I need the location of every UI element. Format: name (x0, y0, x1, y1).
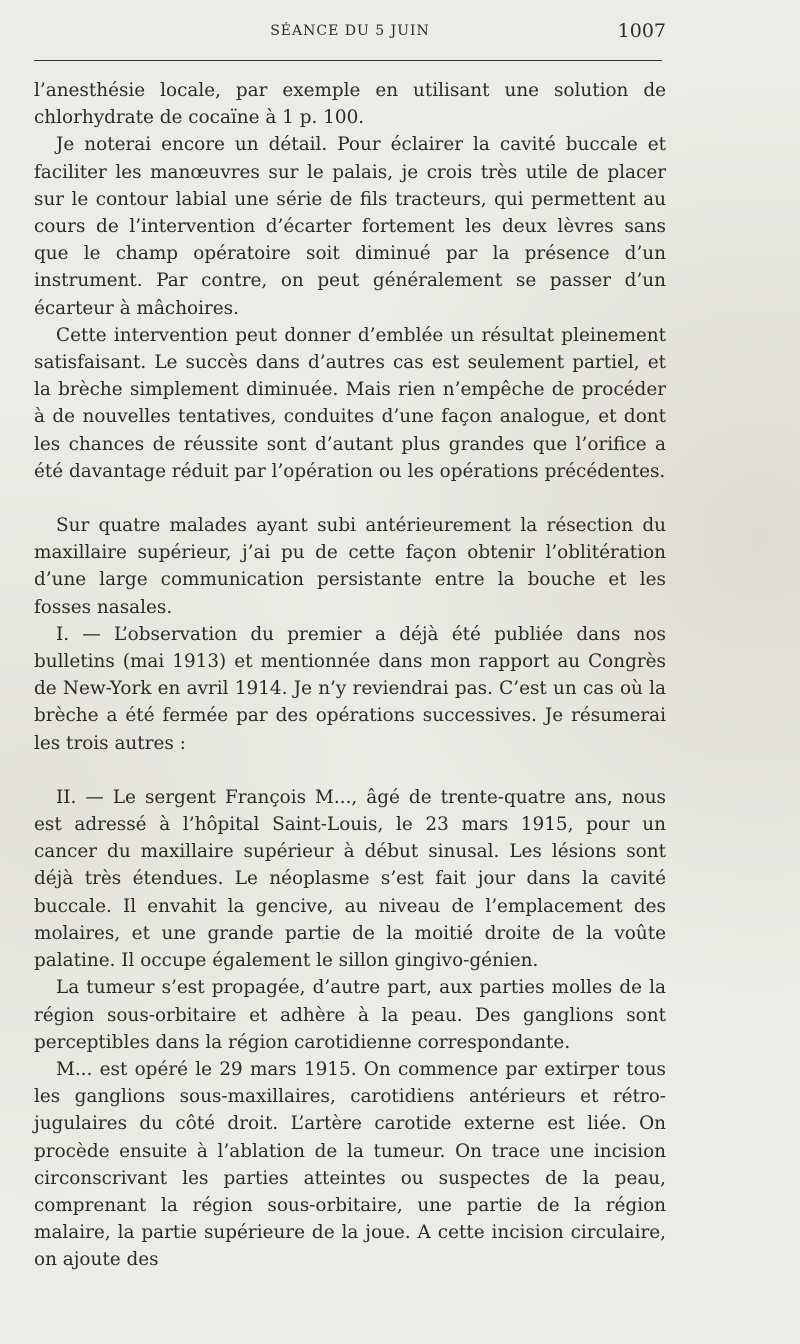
header-rule (34, 60, 662, 61)
paragraph-observation-2: II. — Le sergent François M..., âgé de trente-quatre ans, nous est adressé à l’hôpital Saint-Louis, le 23 mars 1915, pour un cancer du maxillaire supérieur à début sinusal. Les lésions sont déjà très étendues. Le néoplasme s’est fait jour dans la cavité buccale. Il envahit la gencive, au niveau de l’emplacement des molaires, et une grande partie de la moitié droite de la voûte palatine. Il occupe également le sillon gingivo-génien. (34, 786, 666, 972)
paragraph-tumeur: La tumeur s’est propagée, d’autre part, aux parties molles de la région sous-orbitaire et adhère à la peau. Des ganglions sont perceptibles dans la région carotidienne correspondante. (34, 977, 666, 1053)
body-text (34, 77, 666, 1274)
paragraph-continuation: l’anesthésie locale, par exemple en utilisant une solution de chlorhydrate de cocaïne à 1 p. 100. (34, 80, 666, 129)
paragraph-detail: Je noterai encore un détail. Pour éclairer la cavité buccale et faciliter les manœuvres sur le palais, je crois très utile de placer sur le contour labial une série de fils tracteurs, qui permettent au cours de l’intervention d’écarter fortement les deux lèvres sans que le champ opératoire soit diminué par la présence d’un instrument. Par contre, on peut généralement se passer d’un écarteur à mâchoires. (34, 134, 666, 319)
paragraph-operation: M... est opéré le 29 mars 1915. On commence par extirper tous les ganglions sous-maxillaires, carotidiens antérieurs et rétro-jugulaires du côté droit. L’artère carotide externe est liée. On procède ensuite à l’ablation de la tumeur. On trace une incision circonscrivant les parties atteintes ou suspectes de la peau, comprenant la région sous-orbitaire, une partie de la région malaire, la partie supérieure de la joue. A cette incision circulaire, on ajoute des (34, 1058, 666, 1271)
page-number: 1007 (617, 20, 666, 42)
paragraph-observation-1: I. — L’observation du premier a déjà été publiée dans nos bulletins (mai 1913) et mentionnée dans mon rapport au Congrès de New-York en avril 1914. Je n’y reviendrai pas. C’est un cas où la brèche a été fermée par des opérations successives. Je résumerai les trois autres : (34, 623, 666, 754)
paragraph-four-patients: Sur quatre malades ayant subi antérieurement la résection du maxillaire supérieur, j’ai pu de cette façon obtenir l’oblitération d’une large communication persistante entre la bouche et les fosses nasales. (34, 515, 666, 618)
running-head (34, 20, 666, 44)
paragraph-result: Cette intervention peut donner d’emblée un résultat pleinement satisfaisant. Le succès dans d’autres cas est seulement partiel, et la brèche simplement diminuée. Mais rien n’empêche de procéder à de nouvelles tentatives, conduites d’une façon analogue, et dont les chances de réussite sont d’autant plus grandes que l’orifice a été davantage réduit par l’opération ou les opérations précédentes. (34, 324, 666, 482)
running-title: SÉANCE DU 5 JUIN (270, 23, 430, 39)
